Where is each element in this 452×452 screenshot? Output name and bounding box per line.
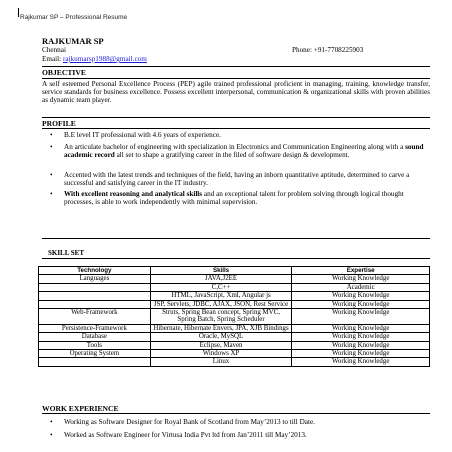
work-item: • Working as Software Designer for Royal Bank of Scotland from May’2013 to till Date. — [50, 418, 315, 426]
profile-bottom-rule — [42, 128, 430, 129]
skills-table-header — [39, 267, 430, 275]
work-item: • Worked as Software Engineer for Virtusa India Pvt ltd from Jan’2011 till May’2013. — [50, 431, 307, 439]
table-row: Operating System Windows XP Working Knowledge — [39, 350, 430, 358]
work-heading: WORK EXPERIENCE — [42, 404, 119, 413]
profile-item: • An articulate bachelor of engineering with specialization in Electronics and Communication Engineering along with a sound academic record all set to shape a gratifying career in the filed of software design & development. — [50, 143, 424, 160]
table-row: Database Oracle, MySQL Working Knowledge — [39, 333, 430, 341]
candidate-city: Chennai — [42, 46, 66, 54]
email-label: Email: — [42, 55, 62, 63]
profile-item: • B.E level IT professional with 4.6 years of experience. — [50, 131, 221, 139]
profile-item: • With excellent reasoning and analytical skills and an exceptional talent for problem solving through logical thought processes, is able to work independently with minimal supervision. — [50, 190, 404, 207]
candidate-name: RAJKUMAR SP — [42, 36, 104, 46]
skills-table — [38, 266, 430, 367]
bullet-icon: • — [50, 131, 53, 139]
bullet-icon: • — [50, 418, 53, 426]
profile-top-rule — [42, 117, 430, 118]
bullet-icon: • — [50, 171, 53, 179]
objective-text: A self esteemed Personal Excellence Process (PEP) agile trained professional proficient in managing, training, knowledge transfer, service standards for business excellence. Possess excellent interpersonal, communication & organizational skills with proven abilities as dynamic team player. — [42, 80, 430, 105]
profile-heading: PROFILE — [42, 119, 76, 128]
header-skills: Skills — [150, 267, 292, 275]
table-row: HTML, JavaScript, Xml, Angular js Working Knowledge — [39, 292, 430, 300]
skills-heading: SKILL SET — [48, 249, 84, 257]
skills-top-rule — [42, 238, 430, 239]
skills-bottom-rule — [42, 258, 430, 259]
profile-item: • Accented with the latest trends and techniques of the field, having an inborn quantitative aptitude, determined to carve a successful and satisfying career in the IT industry. — [50, 171, 410, 188]
candidate-phone: Phone: +91-7708225903 — [292, 46, 364, 54]
objective-heading: OBJECTIVE — [42, 68, 86, 77]
bullet-icon: • — [50, 143, 53, 151]
objective-bottom-rule — [42, 78, 430, 79]
header-technology: Technology — [39, 267, 151, 275]
candidate-email-line — [42, 55, 147, 63]
table-row: Tools Eclipse, Maven Working Knowledge — [39, 341, 430, 349]
work-bottom-rule — [42, 413, 430, 414]
table-row: JSP, Servlets, JDBC, AJAX, JSON, Rest Service Working Knowledge — [39, 300, 430, 308]
bullet-icon: • — [50, 190, 53, 198]
bullet-icon: • — [50, 431, 53, 439]
table-row: Persistence-Framework Hibernate, Hibernate Envers, JPA, XJB Bindings Working Knowledge — [39, 324, 430, 332]
document-header: Rajkumar SP – Professional Resume — [20, 14, 128, 21]
table-row: Web-Framework Struts, Spring Bean concept, Spring MVC, Spring Batch, Spring Scheduler Working Knowledge — [39, 309, 430, 325]
email-link[interactable]: rajkumarsp1988@gmail.com — [62, 55, 147, 63]
header-expertise: Expertise — [292, 267, 430, 275]
table-row: Languages JAVA,J2EE Working Knowledge — [39, 275, 430, 283]
table-row: Linux Working Knowledge — [39, 358, 430, 366]
objective-top-rule — [42, 66, 430, 67]
table-row: C,C++ Academic — [39, 283, 430, 291]
